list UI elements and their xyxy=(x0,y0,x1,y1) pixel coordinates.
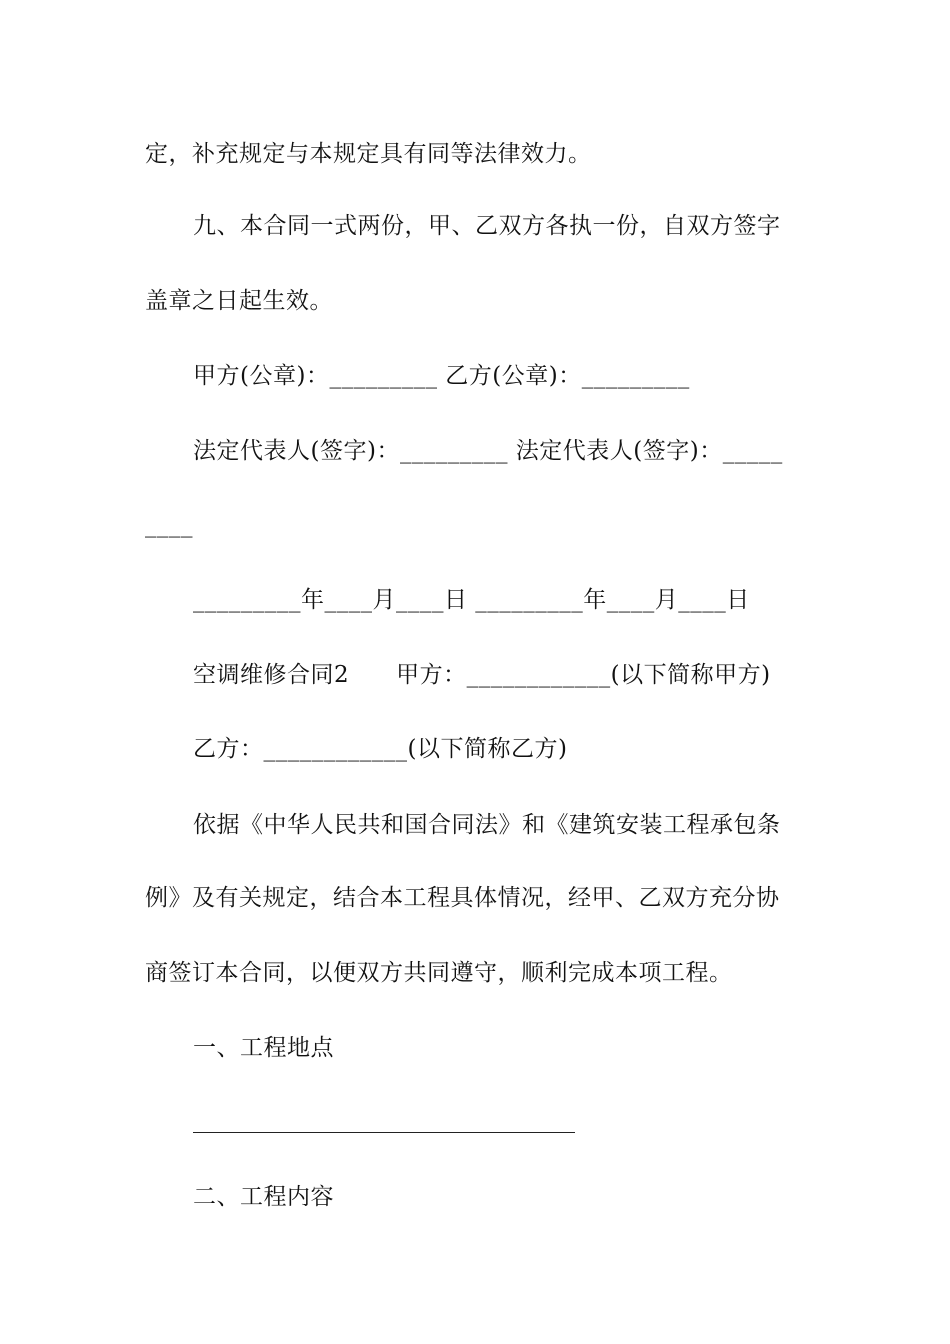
legal-rep-line-continued: ____ xyxy=(145,512,193,538)
text-line-1: 定，补充规定与本规定具有同等法律效力。 xyxy=(145,141,592,167)
section-heading-location: 一、工程地点 xyxy=(193,1035,334,1061)
section-heading-content: 二、工程内容 xyxy=(193,1184,334,1210)
blank-fill-line xyxy=(193,1132,575,1133)
text-line-12: 商签订本合同，以便双方共同遵守，顺利完成本项工程。 xyxy=(145,960,733,986)
party-b-line: 乙方：____________(以下简称乙方) xyxy=(193,736,568,762)
party-seal-line: 甲方(公章)：_________ 乙方(公章)：_________ xyxy=(193,363,690,389)
contract-title-line: 空调维修合同2 甲方：____________(以下简称甲方) xyxy=(193,662,771,688)
date-line: _________年____月____日 _________年____月____日 xyxy=(193,587,750,613)
text-line-11: 例》及有关规定，结合本工程具体情况，经甲、乙双方充分协 xyxy=(145,885,780,911)
text-line-2: 九、本合同一式两份，甲、乙双方各执一份，自双方签字 xyxy=(193,213,781,239)
legal-rep-line: 法定代表人(签字)：_________ 法定代表人(签字)：_____ xyxy=(193,438,783,464)
text-line-10: 依据《中华人民共和国合同法》和《建筑安装工程承包条 xyxy=(193,812,781,838)
text-line-3: 盖章之日起生效。 xyxy=(145,288,333,314)
